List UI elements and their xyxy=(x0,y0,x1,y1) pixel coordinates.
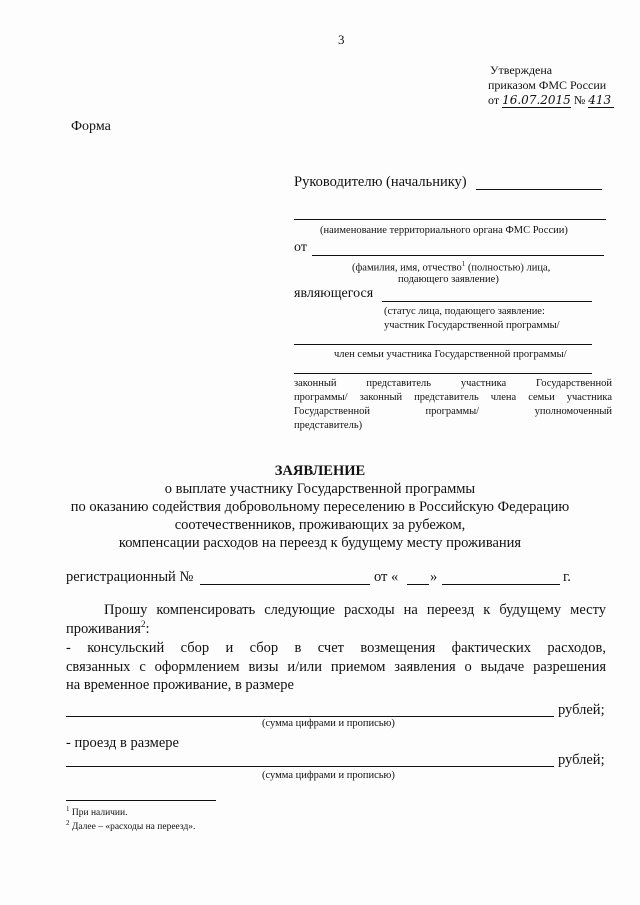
registration-month-line xyxy=(442,584,560,585)
document-heading: ЗАЯВЛЕНИЕ xyxy=(274,463,366,479)
title-line-1: о выплате участнику Государственной программы xyxy=(164,481,476,497)
status-line-3 xyxy=(294,373,592,374)
approval-number-handwritten: 413 xyxy=(588,93,614,108)
footnote-1-mark: 1 xyxy=(66,805,70,813)
to-head-line xyxy=(476,189,602,190)
status-line-2 xyxy=(294,344,592,345)
fio-caption-1: (фамилия, имя, отчество xyxy=(352,262,462,274)
to-head-label: Руководителю (начальнику) xyxy=(294,174,467,190)
title-block xyxy=(0,462,640,552)
sum-line-2 xyxy=(66,766,554,767)
status-caption-3: член семьи участника Государственной программы/ xyxy=(334,349,567,360)
status-caption-5: программы/ законный представитель члена семьи участника xyxy=(294,392,612,403)
footnote-2-mark: 2 xyxy=(66,819,70,827)
item1-line-2: связанных с оформлением визы и/или приемом заявления о выдаче разрешения xyxy=(66,659,606,675)
sum-line-1 xyxy=(66,716,554,717)
title-line-4: компенсации расходов на переезд к будущему месту проживания xyxy=(118,535,522,551)
item2-label: - проезд в размере xyxy=(66,735,179,751)
approval-line-2: приказом ФМС России xyxy=(488,78,607,92)
request-line-2: проживания xyxy=(66,620,141,637)
registration-day-line xyxy=(407,584,429,585)
title-line-3: соотечественников, проживающих за рубежом, xyxy=(174,517,466,533)
being-label: являющегося xyxy=(294,286,374,301)
request-footnote-mark: 2 xyxy=(140,619,146,629)
sum-caption-2: (сумма цифрами и прописью) xyxy=(262,770,395,781)
org-caption: (наименование территориального органа ФМС России) xyxy=(320,225,568,236)
approval-date-handwritten: 16.07.2015 xyxy=(502,93,571,107)
fio-line xyxy=(312,255,604,256)
registration-year-suffix: г. xyxy=(563,569,571,585)
status-caption-7: представитель) xyxy=(294,420,363,431)
registration-close-quote: » xyxy=(430,569,438,585)
org-name-line xyxy=(294,219,606,220)
item1-line-3: на временное проживание, в размере xyxy=(66,677,294,693)
footnote-separator xyxy=(66,800,216,801)
from-label: от xyxy=(294,240,307,255)
status-line xyxy=(382,301,592,302)
sum-caption-1: (сумма цифрами и прописью) xyxy=(262,718,395,729)
fio-caption-2: (полностью) лица, xyxy=(465,262,551,274)
rubles-label-1: рублей; xyxy=(558,702,605,718)
status-caption-2: участник Государственной программы/ xyxy=(384,320,560,331)
fio-caption-3: подающего заявление) xyxy=(398,274,499,285)
title-line-2: по оказанию содействия добровольному переселению в Российскую Федерацию xyxy=(70,499,570,515)
approval-line-1: Утверждена xyxy=(490,63,553,77)
status-caption-4: законный представитель участника Государственной xyxy=(294,378,612,389)
status-caption-6: Государственной программы/ уполномоченный xyxy=(294,406,612,417)
registration-from-label: от « xyxy=(374,569,399,585)
item1-line-1: - консульский сбор и сбор в счет возмещения фактических расходов, xyxy=(66,640,606,656)
registration-label: регистрационный № xyxy=(66,569,194,585)
rubles-label-2: рублей; xyxy=(558,752,605,768)
approval-number-label: № xyxy=(573,93,586,107)
request-line-1: Прошу компенсировать следующие расходы на переезд к будущему месту xyxy=(104,602,606,618)
footnote-2-text: Далее – «расходы на переезд». xyxy=(69,822,196,833)
approval-from-label: от xyxy=(488,93,500,107)
form-label: Форма xyxy=(71,119,111,134)
status-caption-1: (статус лица, подающего заявление: xyxy=(384,306,545,317)
request-colon: : xyxy=(145,620,150,637)
footnote-1-text: При наличии. xyxy=(69,808,128,819)
registration-number-line xyxy=(200,584,370,585)
fio-footnote-mark: 1 xyxy=(461,260,466,268)
page-number: 3 xyxy=(338,32,345,47)
